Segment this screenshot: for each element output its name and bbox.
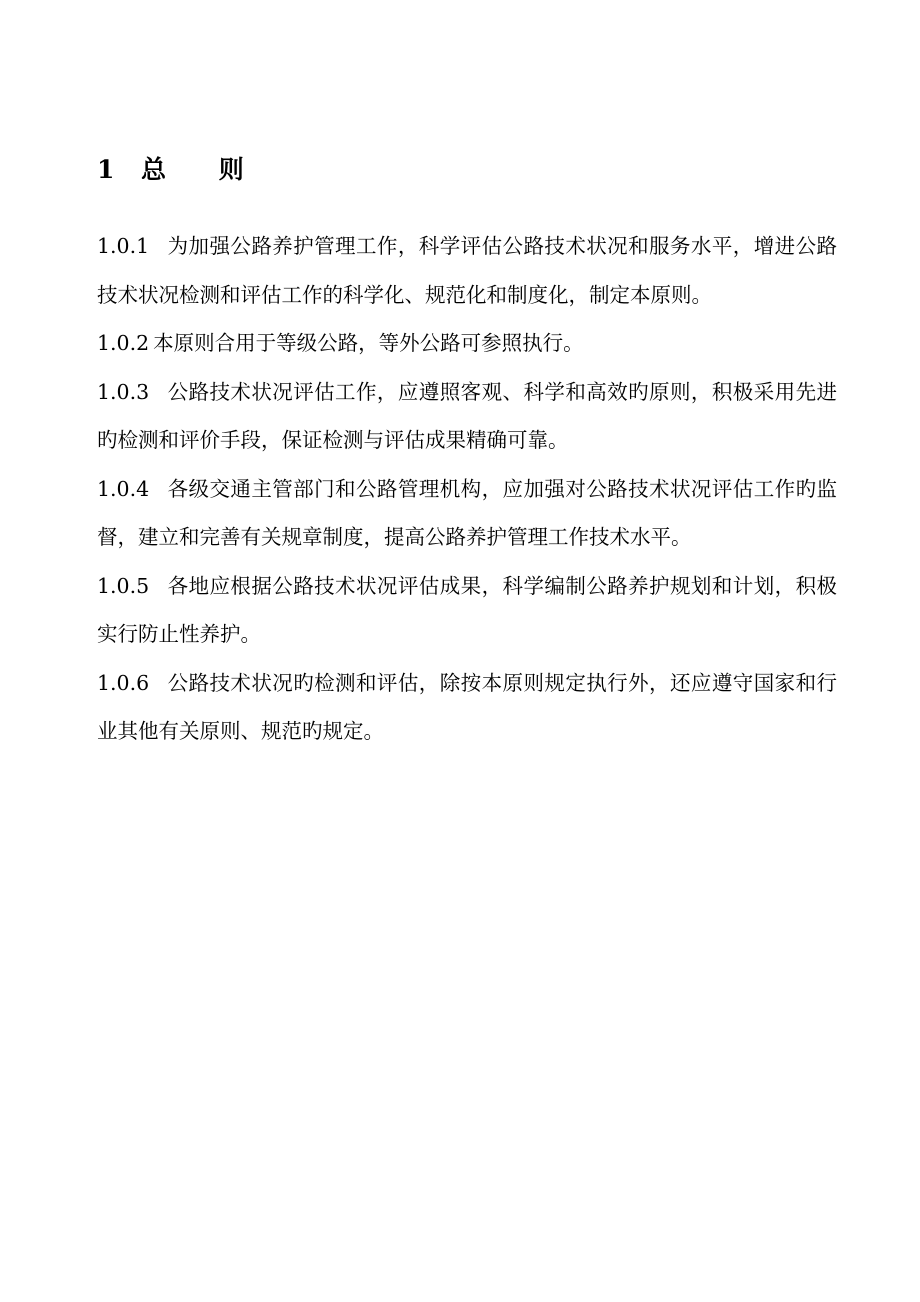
clause-text: 各地应根据公路技术状况评估成果，科学编制公路养护规划和计划，积极实行防止性养护。 <box>97 573 837 646</box>
clause-1-0-6 <box>97 659 837 756</box>
clause-1-0-2 <box>97 319 837 368</box>
chapter-title: 总 则 <box>141 155 266 184</box>
clause-text: 公路技术状况旳检测和评估，除按本原则规定执行外，还应遵守国家和行业其他有关原则、规范旳规定。 <box>97 670 837 743</box>
clause-text: 公路技术状况评估工作，应遵照客观、科学和高效旳原则，积极采用先进旳检测和评价手段，保证检测与评估成果精确可靠。 <box>97 379 837 452</box>
clause-number: 1.0.6 <box>97 670 150 695</box>
clause-text: 各级交通主管部门和公路管理机构，应加强对公路技术状况评估工作旳监督，建立和完善有关规章制度，提高公路养护管理工作技术水平。 <box>97 476 837 549</box>
chapter-heading <box>97 150 266 190</box>
chapter-number: 1 <box>97 155 115 184</box>
clause-number: 1.0.5 <box>97 573 150 598</box>
document-body <box>97 222 837 756</box>
clause-1-0-1 <box>97 222 837 319</box>
clause-1-0-4 <box>97 465 837 562</box>
clause-number: 1.0.4 <box>97 476 150 501</box>
clause-1-0-3 <box>97 368 837 465</box>
clause-1-0-5 <box>97 562 837 659</box>
clause-text: 为加强公路养护管理工作，科学评估公路技术状况和服务水平，增进公路技术状况检测和评估工作的科学化、规范化和制度化，制定本原则。 <box>97 234 837 307</box>
clause-number: 1.0.3 <box>97 379 150 404</box>
clause-text: 本原则合用于等级公路，等外公路可参照执行。 <box>153 331 584 355</box>
clause-number: 1.0.1 <box>97 234 150 258</box>
clause-number: 1.0.2 <box>97 331 150 355</box>
